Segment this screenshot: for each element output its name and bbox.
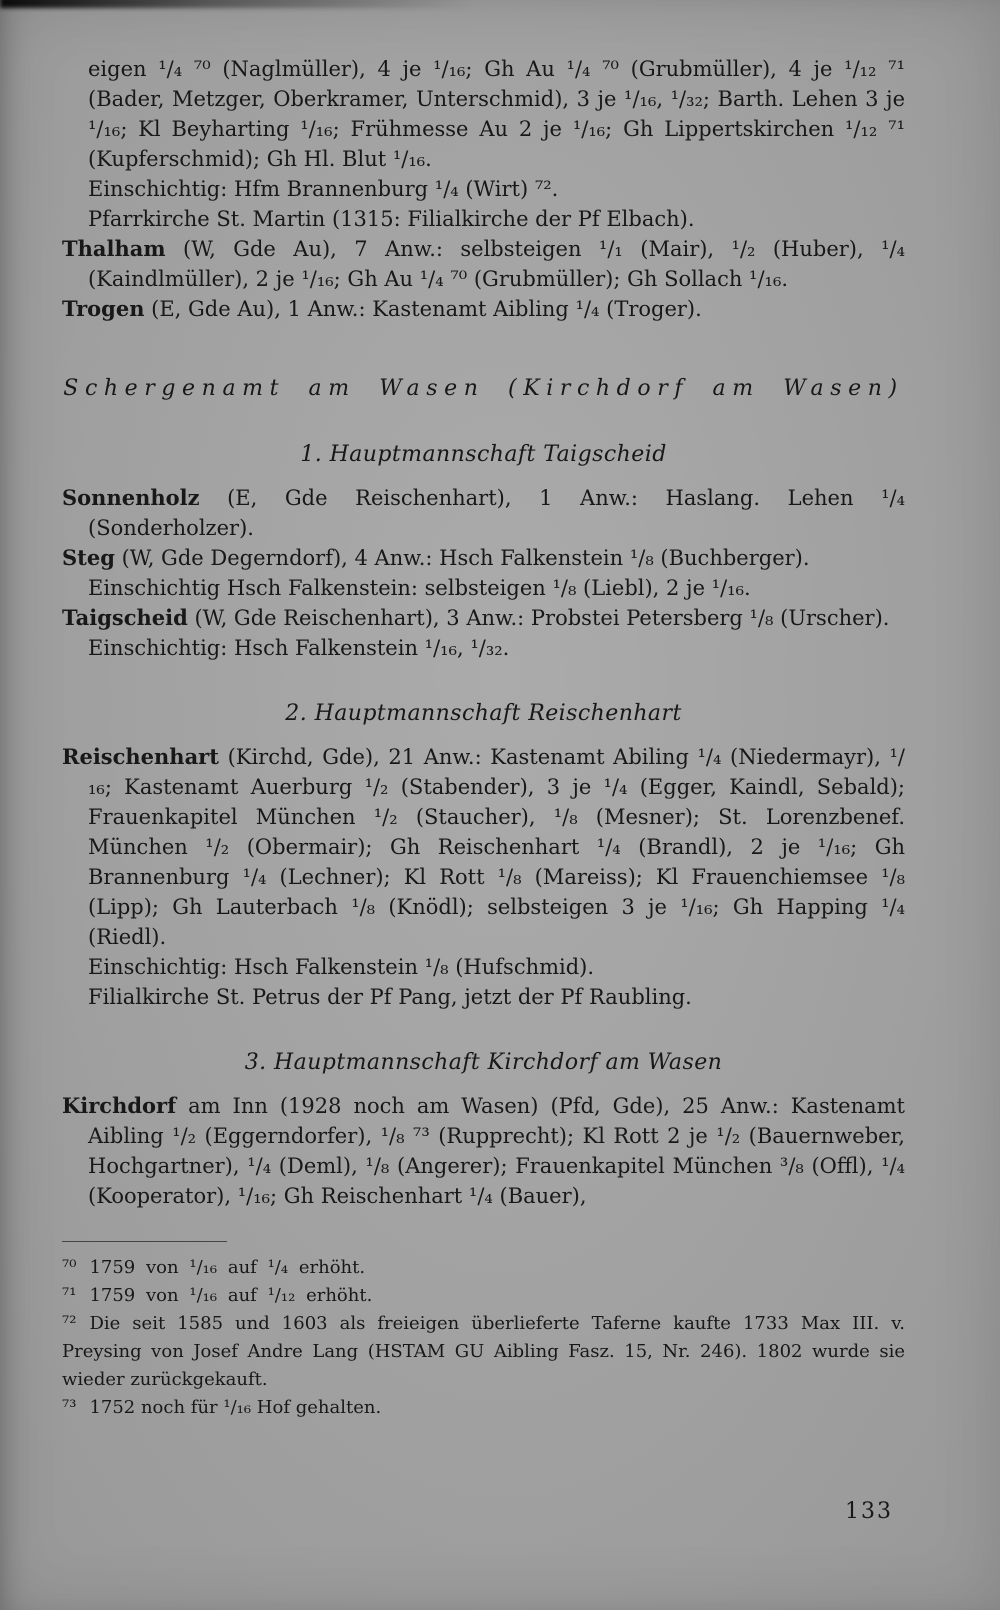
hauptmannschaft-2-title: 2. Hauptmannschaft Reischenhart (285, 701, 682, 726)
footnote-73-marker: ⁷³ (62, 1397, 77, 1418)
entry-taigscheid-text: (W, Gde Reischenhart), 3 Anw.: Probstei Petersberg ¹/₈ (Urscher). (187, 606, 890, 630)
entry-trogen-term: Trogen (62, 296, 145, 321)
footnote-70-text: 1759 von ¹/₁₆ auf ¹/₄ erhöht. (89, 1257, 366, 1278)
entry-trogen-text: (E, Gde Au), 1 Anw.: Kastenamt Aibling ¹/₄ (Troger). (144, 297, 702, 321)
footnote-70-marker: ⁷⁰ (62, 1257, 77, 1278)
entry-steg-text: (W, Gde Degerndorf), 4 Anw.: Hsch Falkenstein ¹/₈ (Buchberger). (114, 546, 810, 570)
entry-reischenhart-text: (Kirchd, Gde), 21 Anw.: Kastenamt Abiling ¹/₄ (Niedermayr), ¹/₁₆; Kastenamt Auerburg ¹/₂ (Stabender), 3 je ¹/₄ (Egger, Kaindl, Sebald); Frauenkapitel München ¹/₂ (Staucher), ¹/₈ (Mesner); St. Lorenzbenef. München ¹/₂ (Obermair); Gh Reischenhart ¹/₄ (Brandl), 2 je ¹/₁₆; Gh Brannenburg ¹/₄ (Lechner); Kl Rott ¹/₈ (Mareiss); Kl Frauenchiemsee ¹/₈ (Lipp); Gh Lauterbach ¹/₈ (Knödl); selbsteigen 3 je ¹/₁₆; Gh Happing ¹/₄ (Riedl). (88, 745, 905, 949)
entry-reischenhart-filialkirche: Filialkirche St. Petrus der Pf Pang, jetzt der Pf Raubling. (88, 985, 692, 1009)
paragraph-einschichtig-brannenburg: Einschichtig: Hfm Brannenburg ¹/₄ (Wirt) ⁷². (88, 177, 559, 201)
entry-kirchdorf (62, 1091, 905, 1211)
entry-sonnenholz (62, 483, 905, 543)
entry-steg-einschichtig: Einschichtig Hsch Falkenstein: selbsteigen ¹/₈ (Liebl), 2 je ¹/₁₆. (88, 576, 751, 600)
entry-taigscheid-einschichtig: Einschichtig: Hsch Falkenstein ¹/₁₆, ¹/₃₂. (88, 636, 510, 660)
entry-sonnenholz-text: (E, Gde Reischenhart), 1 Anw.: Haslang. Lehen ¹/₄ (Sonderholzer). (88, 486, 905, 540)
footnotes-section (62, 1241, 905, 1422)
entry-thalham-term: Thalham (62, 236, 166, 261)
footnote-72-marker: ⁷² (62, 1313, 77, 1334)
footnote-71-text: 1759 von ¹/₁₆ auf ¹/₁₂ erhöht. (89, 1285, 373, 1306)
paragraph-pfarrkirche: Pfarrkirche St. Martin (1315: Filialkirche der Pf Elbach). (88, 207, 695, 231)
footnote-73 (62, 1394, 905, 1422)
section-heading-schergenamt: Schergenamt am Wasen (Kirchdorf am Wasen) (63, 376, 904, 401)
entry-thalham-text: (W, Gde Au), 7 Anw.: selbsteigen ¹/₁ (Mair), ¹/₂ (Huber), ¹/₄ (Kaindlmüller), 2 je ¹/₁₆; Gh Au ¹/₄ ⁷⁰ (Grubmüller); Gh Sollach ¹/₁₆. (88, 237, 905, 291)
page-number: 133 (845, 1499, 893, 1524)
paragraph-continuation: eigen ¹/₄ ⁷⁰ (Naglmüller), 4 je ¹/₁₆; Gh Au ¹/₄ ⁷⁰ (Grubmüller), 4 je ¹/₁₂ ⁷¹ (Bader, Metzger, Oberkramer, Unterschmid), 3 je ¹/₁₆, ¹/₃₂; Barth. Lehen 3 je ¹/₁₆; Kl Beyharting ¹/₁₆; Frühmesse Au 2 je ¹/₁₆; Gh Lippertskirchen ¹/₁₂ ⁷¹ (Kupferschmid); Gh Hl. Blut ¹/₁₆. (88, 57, 905, 171)
entry-sonnenholz-term: Sonnenholz (62, 485, 200, 510)
entry-steg-term: Steg (62, 545, 115, 570)
entry-steg (62, 543, 905, 573)
hauptmannschaft-3-title: 3. Hauptmannschaft Kirchdorf am Wasen (244, 1050, 723, 1075)
entry-kirchdorf-text: am Inn (1928 noch am Wasen) (Pfd, Gde), 25 Anw.: Kastenamt Aibling ¹/₂ (Eggerndorfer), ¹/₈ ⁷³ (Rupprecht); Kl Rott 2 je ¹/₂ (Bauernweber, Hochgartner), ¹/₄ (Deml), ¹/₈ (Angerer); Frauenkapitel München ³/₈ (Offl), ¹/₄ (Kooperator), ¹/₁₆; Gh Reischenhart ¹/₄ (Bauer), (88, 1094, 905, 1208)
footnote-separator-rule (62, 1241, 227, 1242)
footnote-71-marker: ⁷¹ (62, 1285, 77, 1306)
footnote-71 (62, 1282, 905, 1310)
footnote-70 (62, 1254, 905, 1282)
footnote-73-text: 1752 noch für ¹/₁₆ Hof gehalten. (89, 1397, 382, 1418)
entry-taigscheid (62, 603, 905, 633)
entry-kirchdorf-term: Kirchdorf (62, 1093, 177, 1118)
entry-taigscheid-term: Taigscheid (62, 605, 188, 630)
footnote-72-text: Die seit 1585 und 1603 als freieigen überlieferte Taferne kaufte 1733 Max III. v. Preysing von Josef Andre Lang (HSTAM GU Aibling Fasz. 15, Nr. 246). 1802 wurde sie wieder zurückgekauft. (62, 1313, 905, 1390)
footnote-72 (62, 1310, 905, 1394)
entry-reischenhart (62, 742, 905, 952)
hauptmannschaft-1-title: 1. Hauptmannschaft Taigscheid (300, 442, 667, 467)
entry-trogen (62, 294, 905, 324)
entry-reischenhart-term: Reischenhart (62, 744, 219, 769)
scan-artifact-top-edge (0, 0, 470, 8)
entry-reischenhart-einschichtig: Einschichtig: Hsch Falkenstein ¹/₈ (Hufschmid). (88, 955, 595, 979)
entry-thalham (62, 234, 905, 294)
